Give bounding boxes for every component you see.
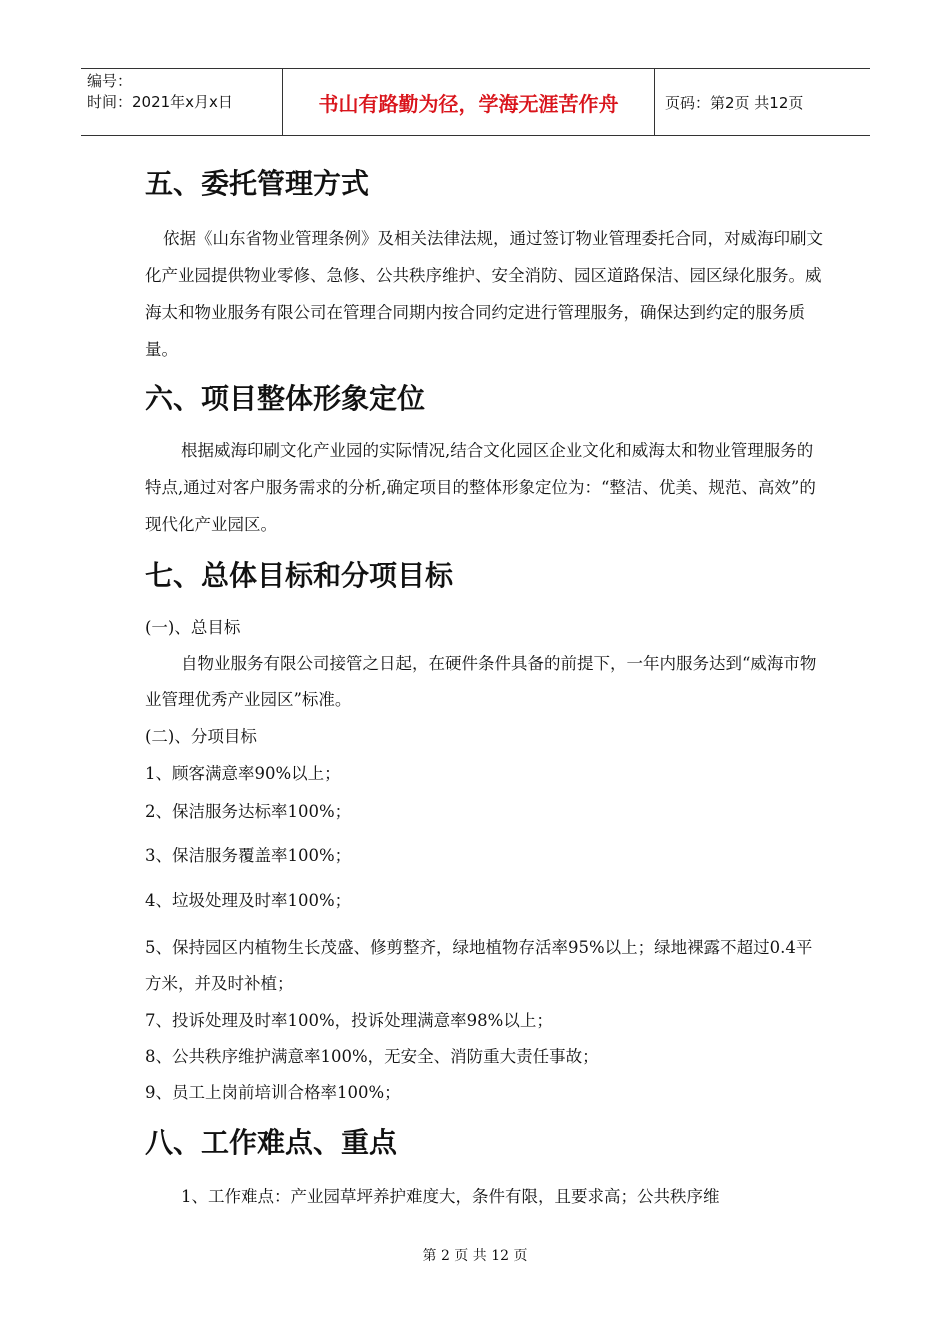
goal-item: 2、保洁服务达标率100%； xyxy=(145,802,352,821)
goal-item: 8、公共秩序维护满意率100%，无安全、消防重大责任事故； xyxy=(145,1047,599,1066)
section-7-title: 七、总体目标和分项目标 xyxy=(145,559,454,592)
section-8-body: 1、工作难点：产业园草坪养护难度大，条件有限，且要求高；公共秩序维 xyxy=(181,1187,720,1206)
section-5-title: 五、委托管理方式 xyxy=(145,167,370,200)
total-goal-body: 自物业服务有限公司接管之日起，在硬件条件具备的前提下，一年内服务达到“威海市物业管理优秀产业园区”标准。 xyxy=(145,654,817,709)
goal-item: 9、员工上岗前培训合格率100%； xyxy=(145,1083,401,1102)
goal-item: 7、投诉处理及时率100%，投诉处理满意率98%以上； xyxy=(145,1011,553,1030)
header-motto: 书山有路勤为径，学海无涯苦作舟 xyxy=(283,69,655,135)
subheading-sub-goals: (二)、分项目标 xyxy=(145,727,257,746)
page-header xyxy=(81,68,870,136)
header-time: 时间：2021年x月x日 xyxy=(87,93,233,111)
goal-item: 4、垃圾处理及时率100%； xyxy=(145,891,352,910)
goal-item: 5、保持园区内植物生长茂盛、修剪整齐，绿地植物存活率95%以上；绿地裸露不超过0.4平方米，并及时补植； xyxy=(145,938,813,993)
section-6-title: 六、项目整体形象定位 xyxy=(145,382,426,415)
section-8-title: 八、工作难点、重点 xyxy=(145,1126,398,1159)
subheading-total-goal: (一)、总目标 xyxy=(145,618,241,637)
goal-item: 1、顾客满意率90%以上； xyxy=(145,764,341,783)
goal-item: 3、保洁服务覆盖率100%； xyxy=(145,846,352,865)
page-footer: 第 2 页 共 12 页 xyxy=(422,1248,528,1264)
header-meta xyxy=(81,69,283,135)
section-6-body: 根据威海印刷文化产业园的实际情况,结合文化园区企业文化和威海太和物业管理服务的特点,通过对客户服务需求的分析,确定项目的整体形象定位为：“整洁、优美、规范、高效”的现代化产业园区。 xyxy=(145,441,816,534)
section-5-body: 依据《山东省物业管理条例》及相关法律法规，通过签订物业管理委托合同，对威海印刷文化产业园提供物业零修、急修、公共秩序维护、安全消防、园区道路保洁、园区绿化服务。威海太和物业服务有限公司在管理合同期内按合同约定进行管理服务，确保达到约定的服务质量。 xyxy=(145,229,823,359)
header-number: 编号： xyxy=(87,72,133,90)
header-page-number: 页码：第2页 共12页 xyxy=(665,93,804,112)
